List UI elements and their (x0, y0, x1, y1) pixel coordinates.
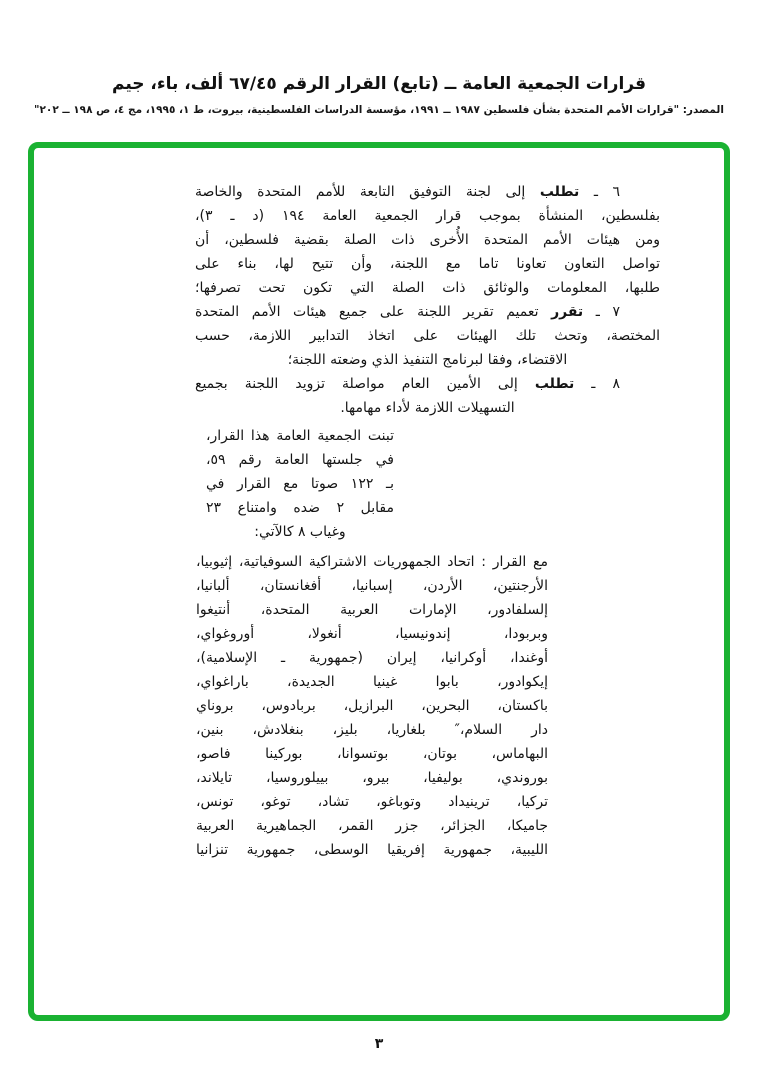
text-line: ٦ ـ تطلب إلى لجنة التوفيق التابعة للأمم المتحدة والخاصة (195, 184, 620, 200)
text-line: بـ ١٢٢ صوتا مع القرار في (206, 476, 395, 492)
text-line: مقابل ٢ ضده وامتناع ٢٣ (206, 500, 395, 516)
text-line: البهاماس، بوتان، بوتسوانا، بوركينا فاصو، (196, 746, 548, 762)
text-line: وغياب ٨ كالآتي: (254, 524, 346, 540)
text-line: باكستان، البحرين، البرازيل، بربادوس، بروناي (196, 698, 548, 714)
text-line: إلسلفادور، الإمارات العربية المتحدة، أنتيغوا (196, 602, 548, 618)
text-line: تركيا، ترينيداد وتوباغو، تشاد، توغو، تونس، (196, 794, 548, 810)
source-citation: المصدر: "قرارات الأمم المتحدة بشأن فلسطين ١٩٨٧ ــ ١٩٩١، مؤسسة الدراسات الفلسطينية، بيروت، ط ١، ١٩٩٥، مج ٤، ص ١٩٨ ــ ٢٠٢" (34, 104, 724, 116)
text-line: ٧ ـ تقرر تعميم تقرير اللجنة على جميع هيئات الأمم المتحدة (195, 304, 620, 320)
text-line: إيكوادور، بابوا غينيا الجديدة، باراغواي، (196, 674, 548, 690)
text-line: الاقتضاء، وفقا لبرنامج التنفيذ الذي وضعته اللجنة؛ (287, 352, 568, 368)
text-line: الليبية، جمهورية إفريقيا الوسطى، جمهورية تنزانيا (196, 842, 548, 858)
text-line: دار السلام،″ بلغاريا، بليز، بنغلادش، بنين، (196, 722, 548, 738)
text-line: الأرجنتين، الأردن، إسبانيا، أفغانستان، ألبانيا، (196, 578, 548, 594)
vote-summary-block (206, 424, 394, 544)
page-title: قرارات الجمعية العامة ــ (تابع) القرار الرقم ٦٧/٤٥ ألف، باء، جيم (111, 74, 647, 94)
text-line: ومن هيئات الأمم المتحدة الأُخرى ذات الصلة بقضية فلسطين، أن (195, 232, 660, 248)
text-line: جاميكا، الجزائر، جزر القمر، الجماهيرية العربية (196, 818, 548, 834)
text-line: أوغندا، أوكرانيا، إيران (جمهورية ـ الإسلامية)، (196, 650, 548, 666)
text-line: مع القرار : اتحاد الجمهوريات الاشتراكية السوفياتية، إثيوبيا، (196, 554, 548, 570)
resolution-text-column (195, 180, 660, 862)
text-line: بفلسطين، المنشأة بموجب قرار الجمعية العامة ١٩٤ (د ـ ٣)، (195, 208, 660, 224)
text-line: بوروندي، بوليفيا، بيرو، بييلوروسيا، تايلاند، (196, 770, 548, 786)
text-line: في جلستها العامة رقم ٥٩، (206, 452, 394, 468)
page-number: ٣ (374, 1036, 384, 1052)
text-line: تواصل التعاون تعاونا تاما مع اللجنة، وأن تتيح لها، بناء على (195, 256, 660, 272)
text-line: التسهيلات اللازمة لأداء مهامها. (340, 400, 515, 416)
resolution-paragraphs (195, 180, 660, 420)
text-line: وبربودا، إندونيسيا، أنغولا، أوروغواي، (196, 626, 548, 642)
text-line: تبنت الجمعية العامة هذا القرار، (206, 428, 394, 444)
text-line: المختصة، وتحث تلك الهيئات على اتخاذ التدابير اللازمة، حسب (195, 328, 660, 344)
vote-in-favour-list (196, 550, 548, 862)
text-line: ٨ ـ تطلب إلى الأمين العام مواصلة تزويد اللجنة بجميع (195, 376, 620, 392)
text-line: طلبها، المعلومات والوثائق ذات الصلة التي تكون تحت تصرفها؛ (195, 280, 660, 296)
